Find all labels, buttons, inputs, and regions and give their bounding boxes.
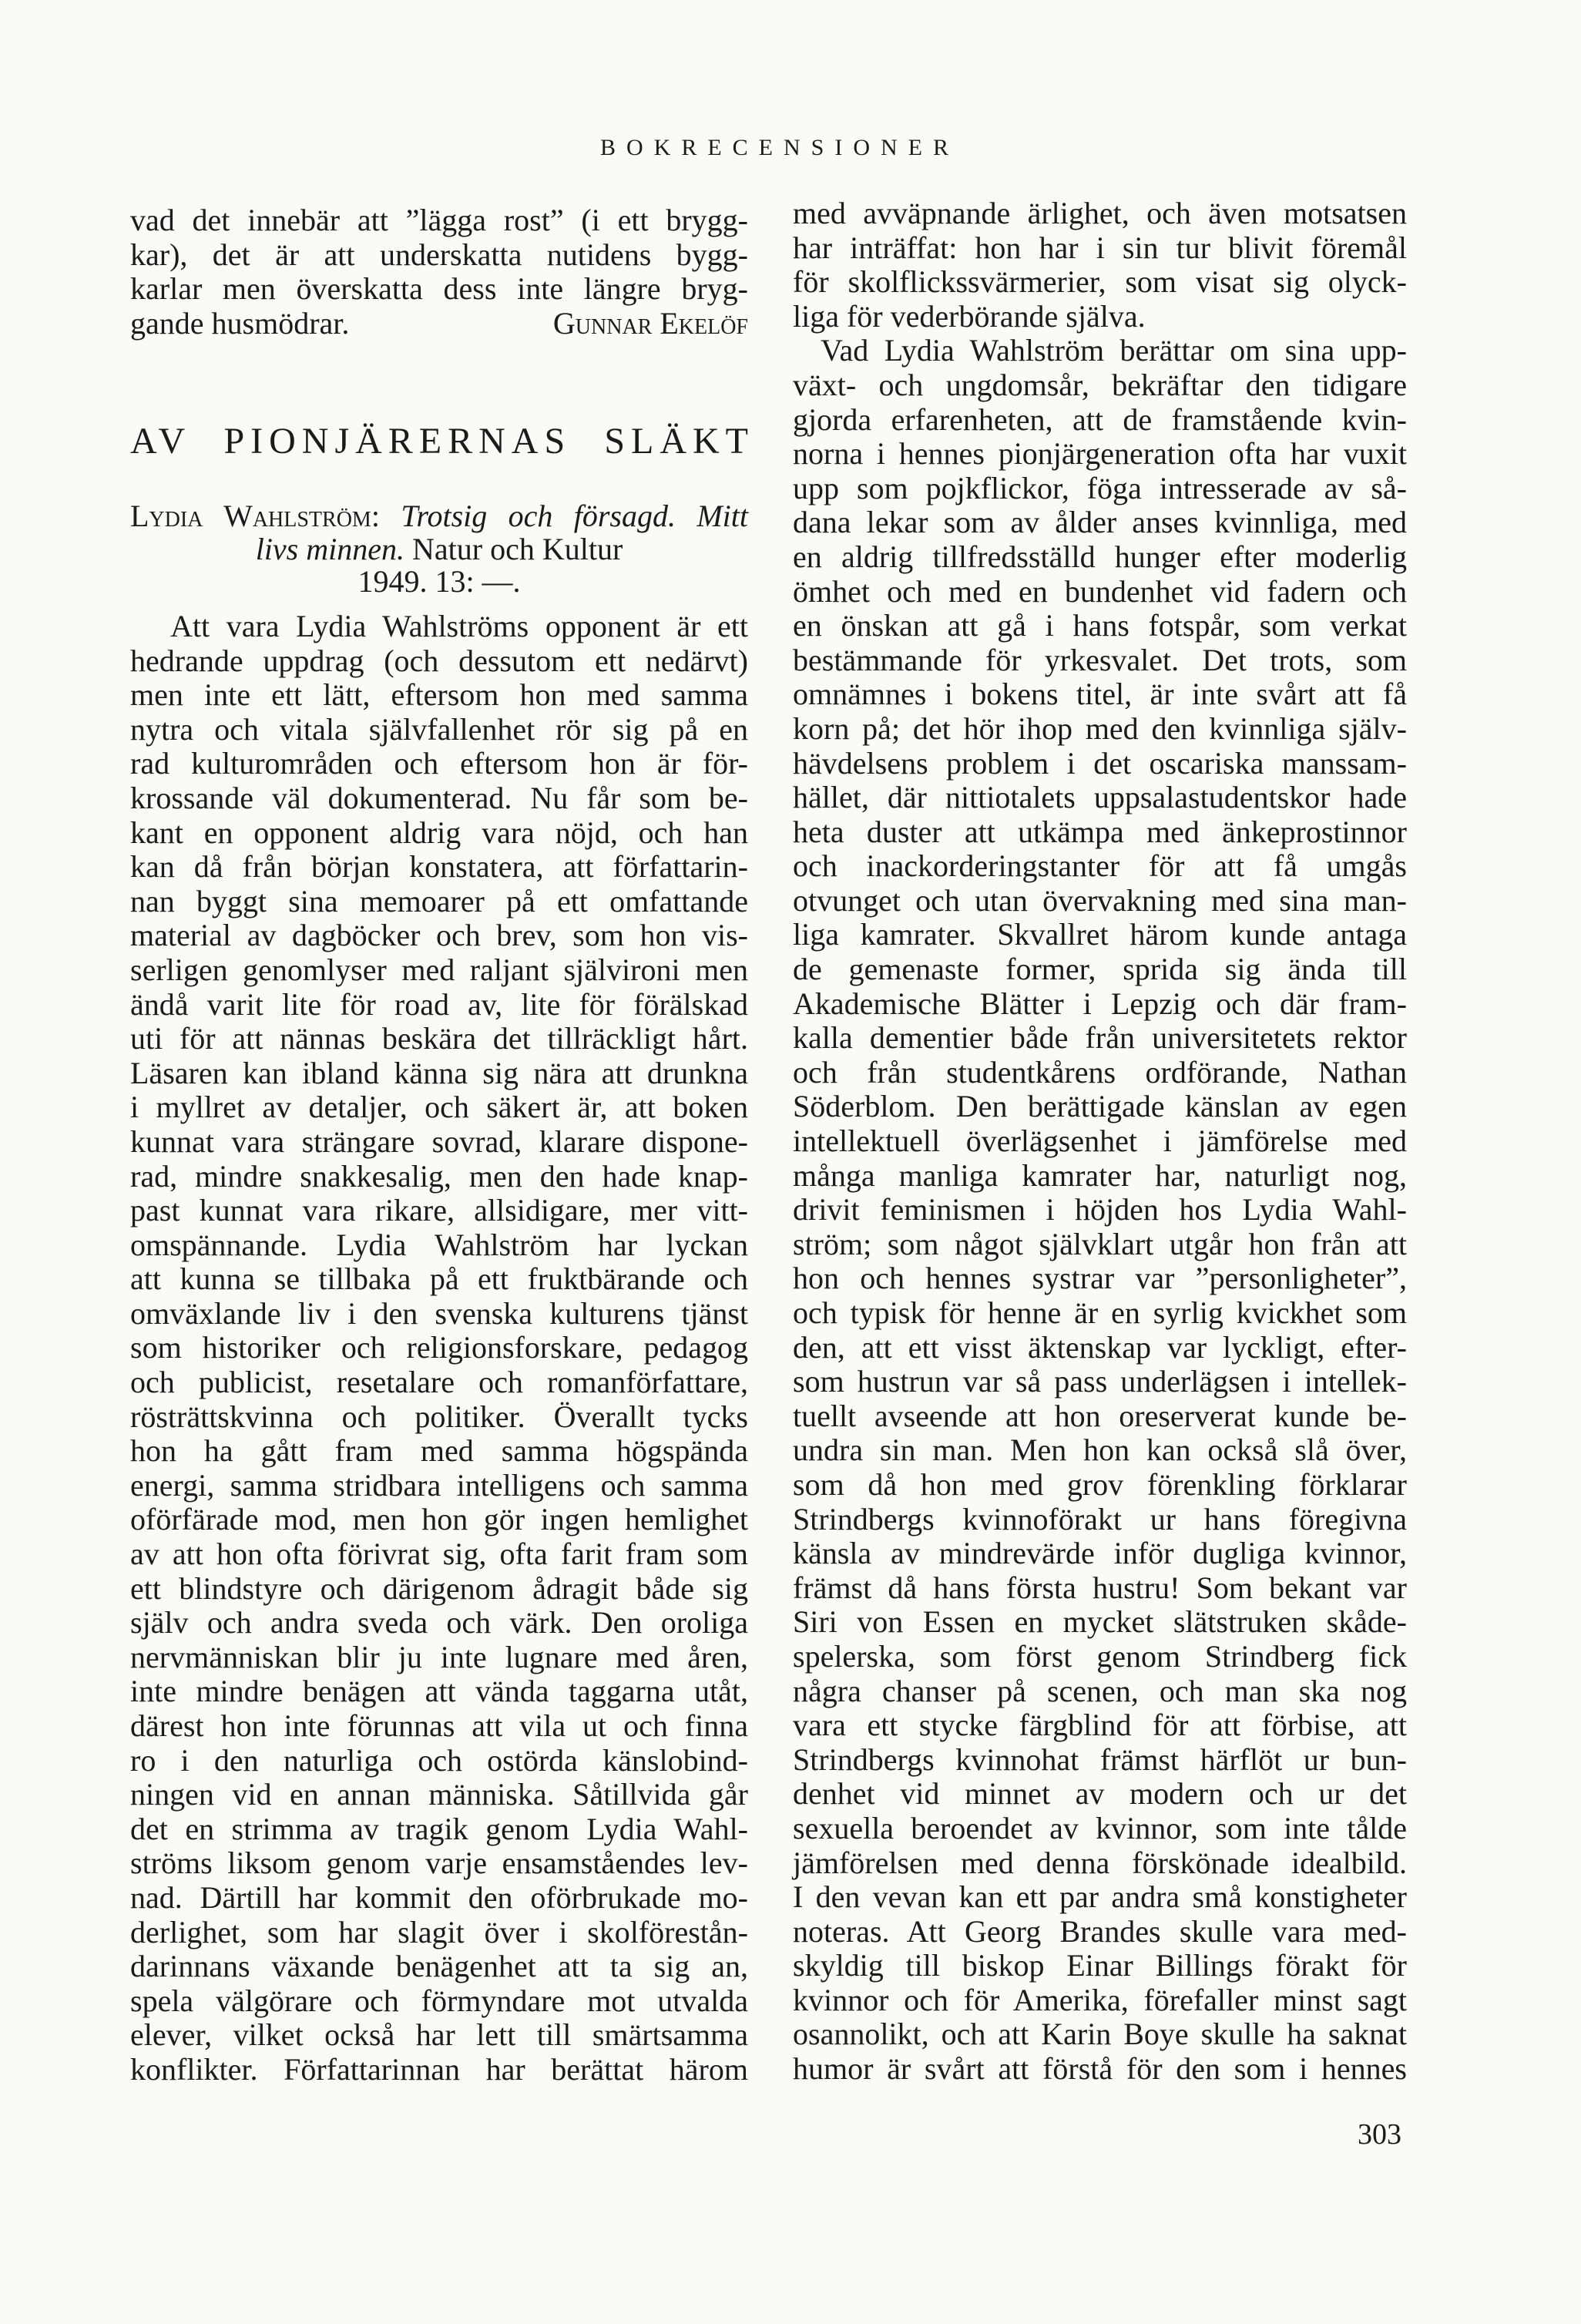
review-title: AV PIONJÄRERNAS SLÄKT bbox=[130, 421, 754, 462]
body-line: nervmänniskan blir ju inte lugnare med åren, bbox=[130, 1639, 748, 1674]
body-line: skyldig till biskop Einar Billings förakt för bbox=[793, 1948, 1407, 1983]
body-line: liga kamrater. Skvallret härom kunde antaga bbox=[793, 917, 1407, 952]
body-line: nan byggt sina memoarer på ett omfattande bbox=[130, 883, 748, 919]
body-line: oförfärade mod, men hon gör ingen hemlighet bbox=[130, 1502, 748, 1537]
body-line: med avväpnande ärlighet, och även motsatsen bbox=[793, 196, 1407, 230]
body-line: växt- och ungdomsår, bekräftar den tidigare bbox=[793, 367, 1407, 402]
book-citation bbox=[130, 500, 748, 599]
body-line: ström; som något självklart utgår hon från att bbox=[793, 1226, 1407, 1261]
body-line: dana lekar som av ålder anses kvinnliga, med bbox=[793, 505, 1407, 540]
body-line: känsla av mindrevärde inför dugliga kvinnor, bbox=[793, 1536, 1407, 1571]
body-line: främst då hans första hustru! Som bekant var bbox=[793, 1570, 1407, 1605]
body-line: derlighet, som har slagit över i skolförestån- bbox=[130, 1914, 748, 1950]
body-line: humor är svårt att förstå för den som i hennes bbox=[793, 2051, 1407, 2087]
body-line: undra sin man. Men hon kan också slå över, bbox=[793, 1432, 1407, 1468]
body-line: omspännande. Lydia Wahlström har lyckan bbox=[130, 1227, 748, 1262]
body-line: otvunget och utan övervakning med sina man- bbox=[793, 882, 1407, 918]
body-line: serligen genomlyser med raljant självironi men bbox=[130, 952, 748, 987]
body-line: material av dagböcker och brev, som hon vis- bbox=[130, 918, 748, 953]
reviewer-signature: Gunnar Ekelöf bbox=[552, 305, 748, 341]
body-line: rösträttskvinna och politiker. Överallt tycks bbox=[130, 1399, 748, 1434]
body-line: av att hon ofta förivrat sig, ofta farit fram som bbox=[130, 1536, 748, 1572]
citation-line bbox=[130, 500, 748, 533]
body-line: och typisk för henne är en syrlig kvickhet som bbox=[793, 1295, 1407, 1330]
body-line: kan då från början konstatera, att författarin- bbox=[130, 849, 748, 885]
body-line: jämförelsen med denna förskönade idealbild. bbox=[793, 1845, 1407, 1880]
citation-title-part-1: Trotsig och försagd. Mitt bbox=[401, 499, 749, 533]
body-line: omnämnes i bokens titel, är inte svårt att få bbox=[793, 677, 1407, 712]
citation-author: Lydia Wahlström: bbox=[130, 499, 380, 533]
body-line: uti för att nännas beskära det tillräckligt hårt. bbox=[130, 1021, 748, 1056]
body-line: hedrande uppdrag (och dessutom ett nedärvt) bbox=[130, 643, 748, 678]
body-line: som hustrun var så pass underlägsen i intellek- bbox=[793, 1364, 1407, 1399]
body-line: osannolikt, och att Karin Boye skulle ha saknat bbox=[793, 2017, 1407, 2052]
signature-line bbox=[130, 307, 748, 341]
body-line: bestämmande för yrkesvalet. Det trots, som bbox=[793, 642, 1407, 677]
body-line: hon ha gått fram med samma högspända bbox=[130, 1433, 748, 1469]
citation-line bbox=[130, 533, 748, 566]
left-column-body bbox=[130, 610, 748, 2087]
body-line: vara ett stycke färgblind för att förbise, att bbox=[793, 1708, 1407, 1743]
body-line: ströms liksom genom varje ensamståendes lev- bbox=[130, 1845, 748, 1881]
body-line: det en strimma av tragik genom Lydia Wahl- bbox=[130, 1811, 748, 1846]
body-line: hället, där nittiotalets uppsalastudentskor hade bbox=[793, 780, 1407, 815]
body-line: Läsaren kan ibland känna sig nära att drunkna bbox=[130, 1055, 748, 1090]
body-line: och från studentkårens ordförande, Nathan bbox=[793, 1054, 1407, 1090]
body-line: kant en opponent aldrig vara nöjd, och han bbox=[130, 814, 748, 850]
body-line: ningen vid en annan människa. Såtillvida går bbox=[130, 1777, 748, 1812]
body-line: kar), det är att underskatta nutidens bygg- bbox=[130, 237, 748, 272]
body-line: Vad Lydia Wahlström berättar om sina upp- bbox=[821, 333, 1407, 368]
body-line: Strindbergs kvinnohat främst härflöt ur bun- bbox=[793, 1741, 1407, 1777]
body-line: som historiker och religionsforskare, pedagog bbox=[130, 1330, 748, 1365]
body-line: de gemenaste former, sprida sig ända till bbox=[793, 952, 1407, 987]
body-line: sexuella beroendet av kvinnor, som inte tålde bbox=[793, 1810, 1407, 1845]
body-line: Siri von Essen en mycket slätstruken skåde- bbox=[793, 1604, 1407, 1640]
body-line: men inte ett lätt, eftersom hon med samma bbox=[130, 677, 748, 713]
citation-publisher: Natur och Kultur bbox=[412, 531, 623, 566]
citation-year-price: 1949. 13: —. bbox=[357, 564, 521, 599]
body-line: denhet vid minnet av modern och ur det bbox=[793, 1776, 1407, 1812]
body-line: rad kulturområden och eftersom hon är för- bbox=[130, 746, 748, 781]
body-line: I den vevan kan ett par andra små konstigheter bbox=[793, 1879, 1407, 1915]
body-line: vad det innebär att ”lägga rost” (i ett brygg- bbox=[130, 203, 748, 237]
body-line: korn på; det hör ihop med den kvinnliga själv- bbox=[793, 710, 1407, 746]
body-line-end: gande husmödrar. bbox=[130, 305, 350, 341]
body-line: drivit feminismen i höjden hos Lydia Wahl- bbox=[793, 1192, 1407, 1227]
body-line: Akademische Blätter i Lepzig och där fram- bbox=[793, 986, 1407, 1021]
body-line: har inträffat: hon har i sin tur blivit föremål bbox=[793, 230, 1407, 265]
body-line: kunnat vara strängare sovrad, klarare dispone- bbox=[130, 1123, 748, 1159]
body-line: noteras. Att Georg Brandes skulle vara med- bbox=[793, 1913, 1407, 1949]
previous-review-ending bbox=[130, 203, 748, 341]
body-line: darinnans växande benägenhet att ta sig an, bbox=[130, 1949, 748, 1984]
running-head: BOKRECENSIONER bbox=[599, 135, 959, 160]
body-line: tuellt avseende att hon oreserverat kunde be- bbox=[793, 1398, 1407, 1433]
body-line: elever, vilket också har lett till smärtsamma bbox=[130, 2017, 748, 2053]
body-line: kvinnor och för Amerika, förefaller minst sagt bbox=[793, 1982, 1407, 2017]
body-line: många manliga kamrater har, naturligt nog, bbox=[793, 1157, 1407, 1193]
body-line: spela välgörare och förmyndare mot utvalda bbox=[130, 1983, 748, 2018]
body-line: past kunnat vara rikare, allsidigare, mer vitt- bbox=[130, 1193, 748, 1228]
body-line: den, att ett visst äktenskap var lyckligt, efter- bbox=[793, 1329, 1407, 1365]
body-line: ett blindstyre och därigenom ådragit både sig bbox=[130, 1570, 748, 1606]
body-line: norna i hennes pionjärgeneration ofta har vuxit bbox=[793, 436, 1407, 472]
body-line: hon och hennes systrar var ”personligheter”, bbox=[793, 1261, 1407, 1296]
body-line: rad, mindre snakkesalig, men den hade knap- bbox=[130, 1158, 748, 1194]
body-line: ömhet och med en bundenhet vid fadern och bbox=[793, 573, 1407, 609]
body-line: nytra och vitala självfallenhet rör sig på en bbox=[130, 711, 748, 747]
body-line: omväxlande liv i den svenska kulturens tjänst bbox=[130, 1295, 748, 1331]
body-line: intellektuell överlägsenhet i jämförelse med bbox=[793, 1123, 1407, 1159]
body-line: Söderblom. Den berättigade känslan av egen bbox=[793, 1089, 1407, 1124]
body-line: ro i den naturliga och ostörda känslobind- bbox=[130, 1742, 748, 1778]
body-line: liga för vederbörande själva. bbox=[793, 298, 1146, 334]
body-line: i myllret av detaljer, och säkert är, att boken bbox=[130, 1090, 748, 1125]
body-line: Strindbergs kvinnoförakt ur hans föregivna bbox=[793, 1501, 1407, 1536]
body-line: en aldrig tillfredsställd hunger efter moderlig bbox=[793, 539, 1407, 574]
right-column-body bbox=[793, 196, 1407, 2087]
body-line: karlar men överskatta dess inte längre bryg- bbox=[130, 271, 748, 307]
body-line: att kunna se tillbaka på ett fruktbärande och bbox=[130, 1261, 748, 1297]
body-line: och inackorderingstanter för att få umgås bbox=[793, 848, 1407, 884]
body-line: själv och andra sveda och värk. Den oroliga bbox=[130, 1605, 748, 1641]
body-line: och publicist, resetalare och romanförfattare, bbox=[130, 1365, 748, 1400]
body-line: krossande väl dokumenterad. Nu får som be- bbox=[130, 780, 748, 815]
body-line: Att vara Lydia Wahlströms opponent är ett bbox=[170, 609, 748, 643]
body-line: kalla dementier både från universitetets rektor bbox=[793, 1020, 1407, 1056]
body-line: inte mindre benägen att vända taggarna utåt, bbox=[130, 1674, 748, 1709]
body-line: spelerska, som först genom Strindberg fick bbox=[793, 1638, 1407, 1674]
body-line: ändå varit lite för road av, lite för förälskad bbox=[130, 986, 748, 1022]
body-line: nad. Därtill har kommit den oförbrukade mo- bbox=[130, 1879, 748, 1915]
body-line: heta duster att utkämpa med änkeprostinnor bbox=[793, 814, 1407, 849]
body-line: därest hon inte förunnas att vila ut och finna bbox=[130, 1708, 748, 1743]
body-line: som då hon med grov förenkling förklarar bbox=[793, 1466, 1407, 1502]
page-number: 303 bbox=[1358, 2118, 1401, 2151]
body-line: gjorda erfarenheten, att de framstående kvin- bbox=[793, 401, 1407, 437]
body-line: för skolflickssvärmerier, som visat sig olyck- bbox=[793, 264, 1407, 300]
citation-title-part-2: livs minnen. bbox=[255, 531, 405, 566]
body-line: hävdelsens problem i det oscariska manssam- bbox=[793, 745, 1407, 781]
body-line: några chanser på scenen, och man ska nog bbox=[793, 1673, 1407, 1708]
body-line: energi, samma stridbara intelligens och samma bbox=[130, 1467, 748, 1503]
body-line: konflikter. Författarinnan har berättat härom bbox=[130, 2051, 748, 2087]
body-line: en önskan att gå i hans fotspår, som verkat bbox=[793, 608, 1407, 643]
body-line: upp som pojkflickor, föga intresserade av så- bbox=[793, 470, 1407, 505]
